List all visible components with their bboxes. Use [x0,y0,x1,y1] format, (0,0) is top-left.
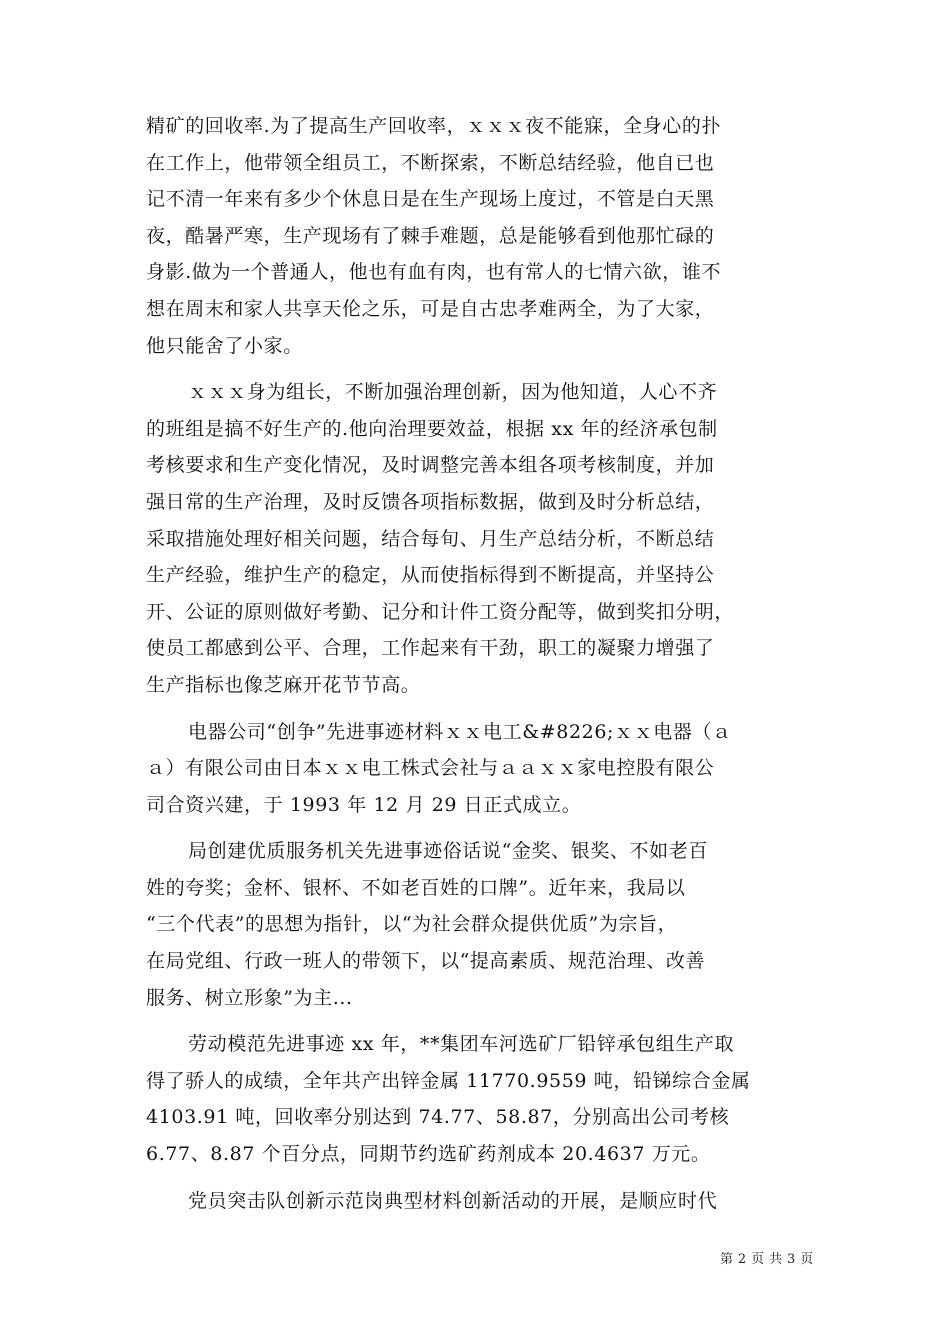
text-line: 精矿的回收率.为了提高生产回收率，ｘｘｘ夜不能寐，全身心的扑 [146,115,722,137]
paragraph [146,1026,818,1172]
text-line: 他只能舍了小家。 [146,334,303,357]
text-line: 采取措施处理好相关问题，结合每旬、月生产总结分析，不断总结 [146,527,715,550]
text-line: 党员突击队创新示范岗典型材料创新活动的开展，是顺应时代 [188,1189,718,1212]
text-line: 生产指标也像芝麻开花节节高。 [146,673,421,696]
text-line: 的班组是搞不好生产的.他向治理要效益，根据 xx 年的经济承包制 [146,417,718,440]
text-line: 想在周末和家人共享天伦之乐，可是自古忠孝难两全，为了大家， [146,297,715,320]
text-line: 强日常的生产治理，及时反馈各项指标数据，做到及时分析总结， [146,490,715,513]
text-line: 服务、树立形象”为主... [146,986,353,1009]
text-line: 开、公证的原则做好考勤、记分和计件工资分配等，做到奖扣分明， [146,600,735,623]
text-line: 得了骄人的成绩，全年共产出锌金属 11770.9559 吨，铅锑综合金属 [146,1069,751,1092]
document-body [146,108,818,1219]
text-line: 司合资兴建，于 1993 年 12 月 29 日正式成立。 [146,793,582,816]
page-number-footer: 第 2 页 共 3 页 [720,1252,814,1267]
text-line: 劳动模范先进事迹 xx 年，**集团车河选矿厂铅锌承包组生产取 [188,1033,735,1056]
text-line: ｘｘｘ身为组长，不断加强治理创新，因为他知道，人心不齐 [188,381,718,404]
text-line: 电器公司“创争”先进事迹材料ｘｘ电工&#8226;ｘｘ电器（ａ [188,720,732,743]
text-line: 生产经验，维护生产的稳定，从而使指标得到不断提高，并坚持公 [146,564,715,587]
paragraph [146,833,818,1016]
text-line: 4103.91 吨，回收率分别达到 74.77、58.87，分别高出公司考核 [146,1106,730,1129]
paragraph [146,714,818,824]
paragraph [146,1183,818,1220]
text-line: 使员工都感到公平、合理，工作起来有干劲，职工的凝聚力增强了 [146,637,715,660]
text-line: 考核要求和生产变化情况，及时调整完善本组各项考核制度，并加 [146,454,715,477]
text-line: 记不清一年来有多少个休息日是在生产现场上度过，不管是白天黑 [146,188,715,211]
text-line: ａ）有限公司由日本ｘｘ电工株式会社与ａａｘｘ家电控股有限公 [146,757,715,780]
text-line: 在局党组、行政一班人的带领下，以“提高素质、规范治理、改善 [146,950,706,973]
text-line: 夜，酷暑严寒，生产现场有了棘手难题，总是能够看到他那忙碌的 [146,224,715,247]
paragraph [146,108,818,364]
text-line: 姓的夸奖；金杯、银杯、不如老百姓的口牌”。近年来，我局以 [146,876,686,899]
text-line: 在工作上，他带领全组员工，不断探索，不断总结经验，他自已也 [146,151,715,174]
text-line: “三个代表”的思想为指针，以“为社会群众提供优质”为宗旨， [146,913,678,936]
paragraph [146,374,818,703]
text-line: 局创建优质服务机关先进事迹俗话说“金奖、银奖、不如老百 [188,840,708,863]
text-line: 身影.做为一个普通人，他也有血有肉，也有常人的七情六欲，谁不 [146,261,722,284]
text-line: 6.77、8.87 个百分点，同期节约选矿药剂成本 20.4637 万元。 [146,1143,711,1166]
